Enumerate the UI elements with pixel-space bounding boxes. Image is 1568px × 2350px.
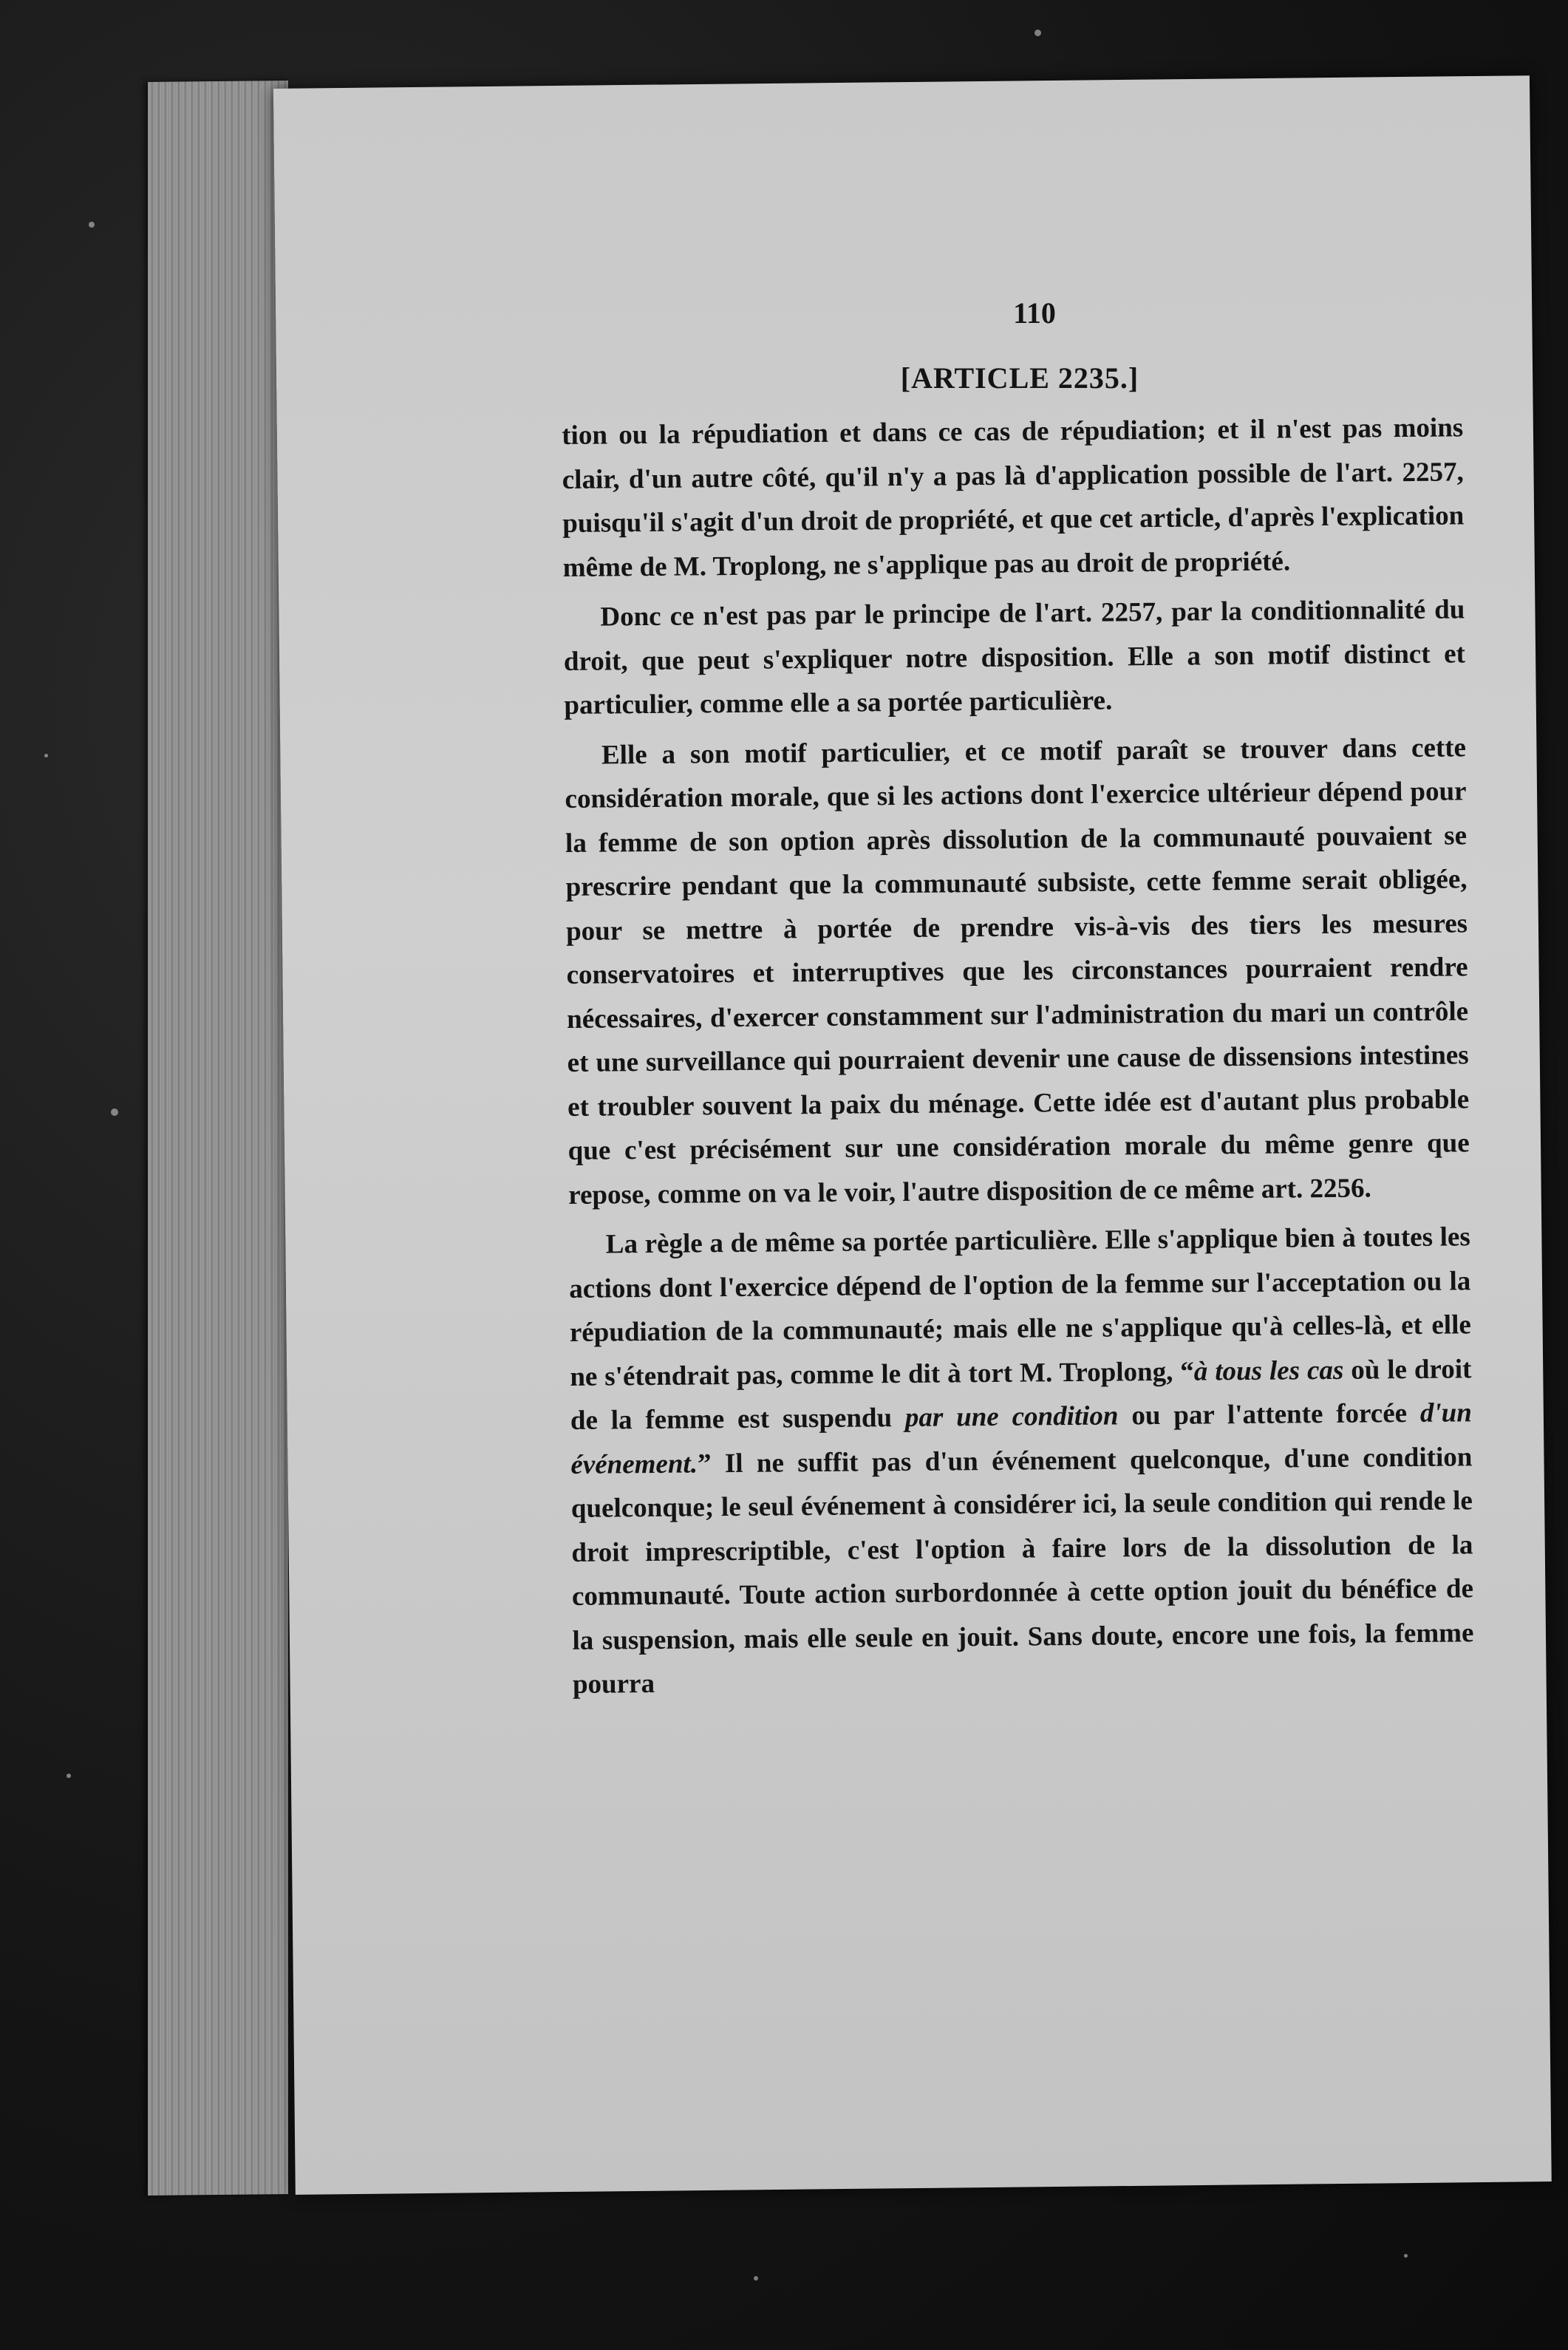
dust-speck: [754, 2276, 758, 2281]
page-number: 110: [1013, 296, 1056, 330]
paragraph-4: [569, 1215, 1475, 1706]
running-head: [ARTICLE 2235.]: [900, 361, 1139, 395]
paragraph-4-italic-1: à tous les cas: [1193, 1355, 1344, 1387]
dust-speck: [67, 1774, 71, 1778]
paragraph-4-italic-3: d'un événement.: [570, 1397, 1473, 1480]
dust-speck: [111, 1108, 118, 1116]
paragraph-4-italic-2: par une condition: [904, 1400, 1119, 1433]
dust-speck: [1034, 30, 1041, 36]
paragraph-1: tion ou la répudiation et dans ce cas de répudiation; et il n'est pas moins clair, d'un autre côté, qu'il n'y a pas là d'application possible de l'art. 2257, puisqu'il s'agit d'un droit de propriété, et que cet article, d'après l'explication même de M. Troplong, ne s'applique pas au droit de propriété.: [562, 412, 1465, 583]
paragraph-3: Elle a son motif particulier, et ce motif paraît se trouver dans cette considération morale, que si les actions dont l'exercice ultérieur dépend pour la femme de son option après dissolution de la communauté pouvaient se prescrire pendant que la communauté subsiste, cette femme serait obligée, pour se mettre à portée de prendre vis-à-vis des tiers les mesures conservatoires et interruptives que les circonstances pourraient rendre nécessaires, d'exercer constamment sur l'administration du mari un contrôle et une surveillance qui pourraient devenir une cause de dissensions intestines et troubler souvent la paix du ménage. Cette idée est d'autant plus probable que c'est précisément sur une considération morale du même genre que repose, comme on va le voir, l'autre disposition de ce même art. 2256.: [565, 732, 1470, 1210]
book-page-edges: [148, 81, 288, 2196]
paragraph-2: Donc ce n'est pas par le principe de l'art. 2257, par la conditionnalité du droit, que peut s'expliquer notre disposition. Elle a son motif distinct et particulier, comme elle a sa portée particulière.: [563, 594, 1466, 721]
dust-speck: [44, 754, 48, 757]
paragraph-4-text-after: ” Il ne suffit pas d'un événement quelconque, d'une condition quelconque; le seul événement à considérer ici, la seule condition qui rende le droit imprescriptible, c'est l'option à faire lors de la dissolution de la communauté. Toute action surbordonnée à cette option jouit du bénéfice de la suspension, mais elle seule en jouit. Sans doute, encore une fois, la femme pourra: [570, 1441, 1474, 1700]
paragraph-4-text-before: La règle a de même sa portée particulière. Elle s'applique bien à toutes les actions dont l'exercice dépend de l'option de la femme sur l'acceptation ou la répudiation de la communauté; mais elle ne s'applique qu'à celles-là, et elle ne s'étendrait pas, comme le dit à tort M. Troplong, “: [569, 1222, 1471, 1392]
dust-speck: [89, 222, 95, 228]
paragraph-4-text-mid-2: ou par l'attente forcée: [1118, 1397, 1421, 1431]
dust-speck: [1404, 2254, 1408, 2258]
paragraph-4-text-mid-1: où le droit de la femme est suspendu: [570, 1353, 1472, 1436]
article-body: [562, 406, 1474, 1706]
